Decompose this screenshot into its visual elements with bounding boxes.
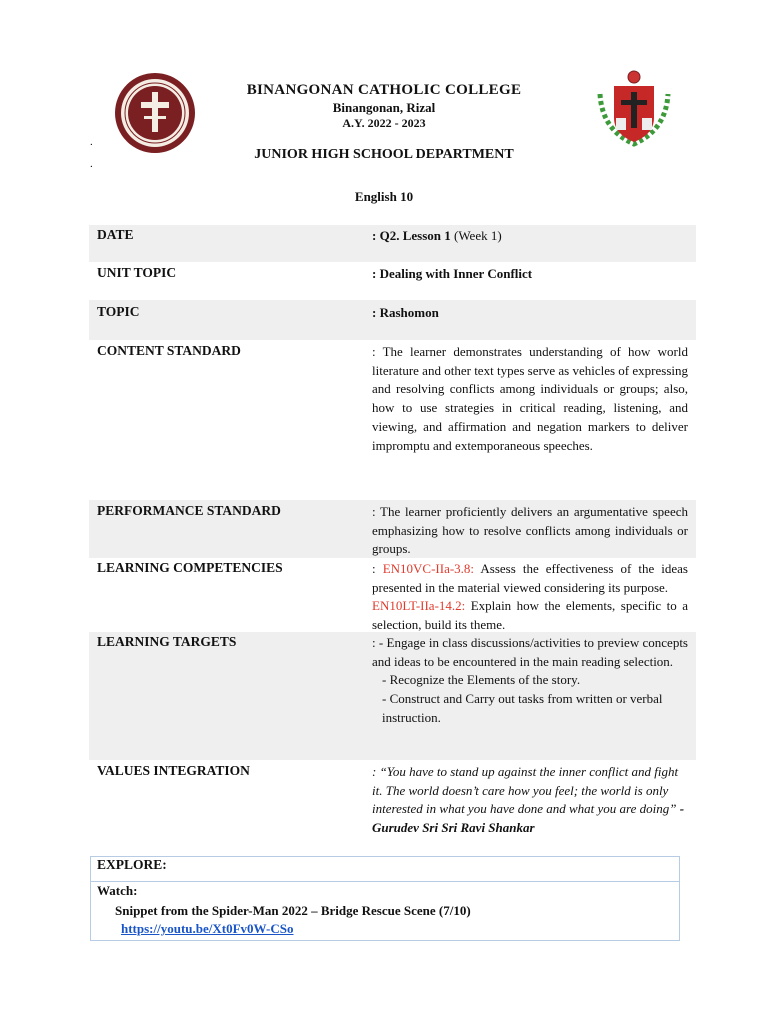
learning-competencies-label: LEARNING COMPETENCIES [97,560,283,575]
video-snippet-title: Snippet from the Spider-Man 2022 – Bridge Rescue Scene (7/10) [115,903,471,918]
values-quote-author: -Gurudev Sri Sri Ravi Shankar [372,801,685,836]
target-item: : - Engage in class discussions/activities to preview concepts and ideas to be encountered in the main reading selection. [372,635,688,669]
values-integration-value [372,763,688,838]
subject-title: English 10 [354,189,414,204]
competency-code-2: EN10LT-IIa-14.2: [372,598,466,614]
row-content-standard [89,340,696,500]
row-learning-competencies [89,558,696,632]
row-values-integration [89,760,696,844]
date-label: DATE [97,227,134,242]
learning-competencies-value: : EN10VC-IIa-3.8: Assess the effectiveness of the ideas presented in the material viewed considering its purpose. EN10LT-IIa-14.2: Explain how the elements, specific to a selection, build its theme. [372,561,688,633]
college-name: BINANGONAN CATHOLIC COLLEGE [246,82,522,98]
date-value: : Q2. Lesson 1 (Week 1) [372,228,502,243]
row-learning-targets [89,632,696,760]
video-link[interactable]: https://youtu.be/Xt0Fv0W-CSo [121,921,294,936]
content-standard-label: CONTENT STANDARD [97,343,241,358]
unit-topic-value: : Dealing with Inner Conflict [372,266,533,281]
row-topic [89,300,696,340]
unit-topic-label: UNIT TOPIC [97,265,177,280]
bullet-dot: . [90,136,93,148]
department-title: JUNIOR HIGH SCHOOL DEPARTMENT [254,147,514,162]
target-item: - Construct and Carry out tasks from written or verbal instruction. [382,691,663,725]
bullet-dot: . [90,158,93,170]
competency-code-1: EN10VC-IIa-3.8: [382,561,475,576]
learning-targets-value [372,634,688,728]
row-date [89,225,696,262]
learning-targets-label: LEARNING TARGETS [97,634,237,649]
academic-year: A.Y. 2022 - 2023 [342,116,426,130]
explore-title: EXPLORE: [97,857,167,872]
row-unit-topic [89,262,696,300]
topic-value: : Rashomon [372,305,439,320]
topic-label: TOPIC [97,304,140,319]
values-integration-label: VALUES INTEGRATION [97,763,250,778]
performance-standard-label: PERFORMANCE STANDARD [97,503,281,518]
performance-standard-value: : The learner proficiently delivers an argumentative speech emphasizing how to resolve conflicts among individuals or groups. [372,504,688,557]
target-item: - Recognize the Elements of the story. [382,672,581,688]
row-performance-standard [89,500,696,558]
content-standard-value: : The learner demonstrates understanding of how world literature and other text types serve as vehicles of expressing and resolving conflicts among individuals or groups; also, how to use strategies in critical reading, listening, and viewing, and affirmation and negation markers to deliver impromptu and extemporaneous speeches. [372,344,688,453]
values-quote: : “You have to stand up against the inner conflict and fight it. The world doesn’t care how you feel; the world is only interested in what you have done and what you are doing” [372,764,679,817]
watch-label: Watch: [97,883,138,898]
explore-header-box [90,856,680,882]
college-location: Binangonan, Rizal [332,100,436,115]
